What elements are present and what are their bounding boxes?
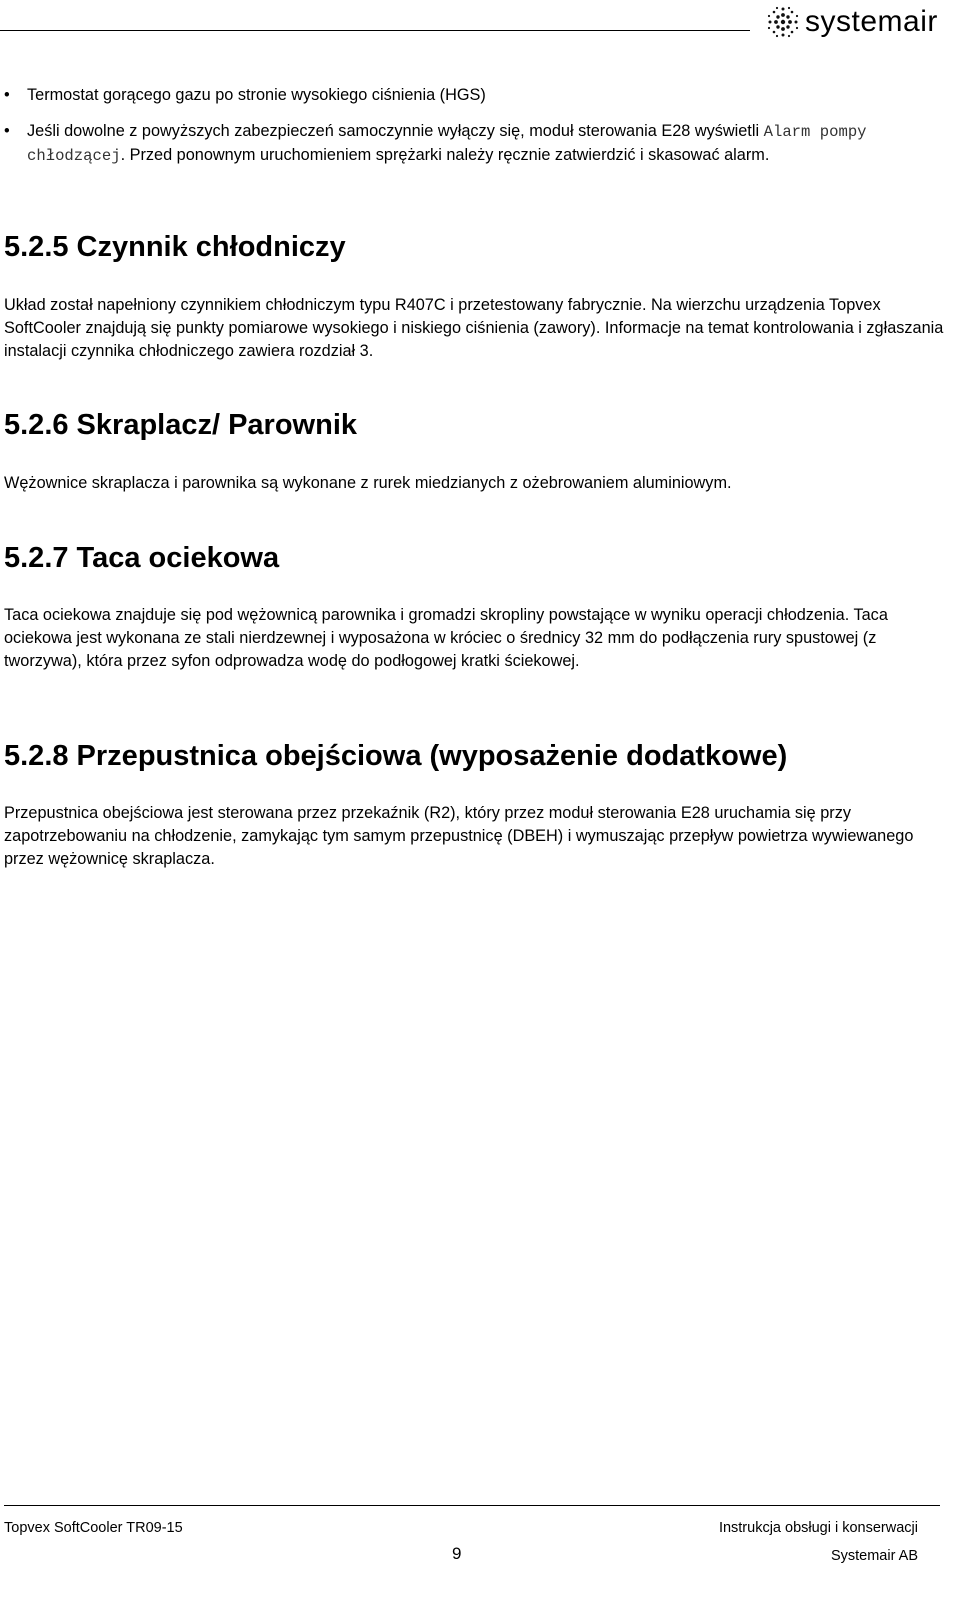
bullet-icon: • [4,122,10,140]
footer-doc-type: Instrukcja obsługi i konserwacji [718,1520,918,1536]
logo-wordmark: systemair [805,5,938,38]
list-item [4,120,944,168]
systemair-logo [765,2,955,42]
systemair-logo-icon [765,4,801,40]
bullet-text: Termostat gorącego gazu po stronie wysokiego ciśnienia (HGS) [27,86,486,104]
section-heading-5-2-5: 5.2.5 Czynnik chłodniczy [4,231,346,263]
footer-company: Systemair AB [830,1548,918,1564]
bullet-icon: • [4,86,10,104]
header-rule [0,30,750,31]
alarm-code-text: Alarm pompy chłodzącej [27,123,867,165]
page-content [4,84,944,868]
bullet-list [4,84,944,168]
section-heading-5-2-8: 5.2.8 Przepustnica obejściowa (wyposażenie dodatkowe) [4,740,788,772]
section-heading-5-2-7: 5.2.7 Taca ociekowa [4,542,280,574]
bullet-text-before: Jeśli dowolne z powyższych zabezpieczeń samoczynnie wyłączy się, moduł sterowania E28 wyświetli [27,122,760,140]
footer-product: Topvex SoftCooler TR09-15 [4,1520,183,1536]
section-body-5-2-7: Taca ociekowa znajduje się pod wężownicą parownika i gromadzi skropliny powstające w wyniku operacji chłodzenia. Taca ociekowa jest wykonana ze stali nierdzewnej i wyposażona w króciec o średnicy 32 mm do podłączenia rury spustowej (z tworzywa), która przez syfon odprowadza wodę do podłogowej kratki ściekowej. [4,606,888,670]
section-body-5-2-8: Przepustnica obejściowa jest sterowana przez przekaźnik (R2), który przez moduł sterowania E28 uruchamia się przy zapotrzebowaniu na chłodzenie, zamykając tym samym przepustnicę (DBEH) i wymuszając przepływ powietrza wywiewanego przez wężownicę skraplacza. [4,804,914,868]
page-number: 9 [452,1544,462,1563]
list-item [4,84,944,107]
footer-rule [4,1505,940,1506]
section-body-5-2-5: Układ został napełniony czynnikiem chłodniczym typu R407C i przetestowany fabrycznie. Na wierzchu urządzenia Topvex SoftCooler znajdują się punkty pomiarowe wysokiego i niskiego ciśnienia (zawory). Informacje na temat kontrolowania i zgłaszania instalacji czynnika chłodniczego zawiera rozdział 3. [4,296,944,360]
section-heading-5-2-6: 5.2.6 Skraplacz/ Parownik [4,409,358,441]
bullet-text-after: . Przed ponownym uruchomieniem sprężarki należy ręcznie zatwierdzić i skasować alarm. [120,146,770,164]
section-body-5-2-6: Wężownice skraplacza i parownika są wykonane z rurek miedzianych z ożebrowaniem aluminiowym. [4,474,732,492]
